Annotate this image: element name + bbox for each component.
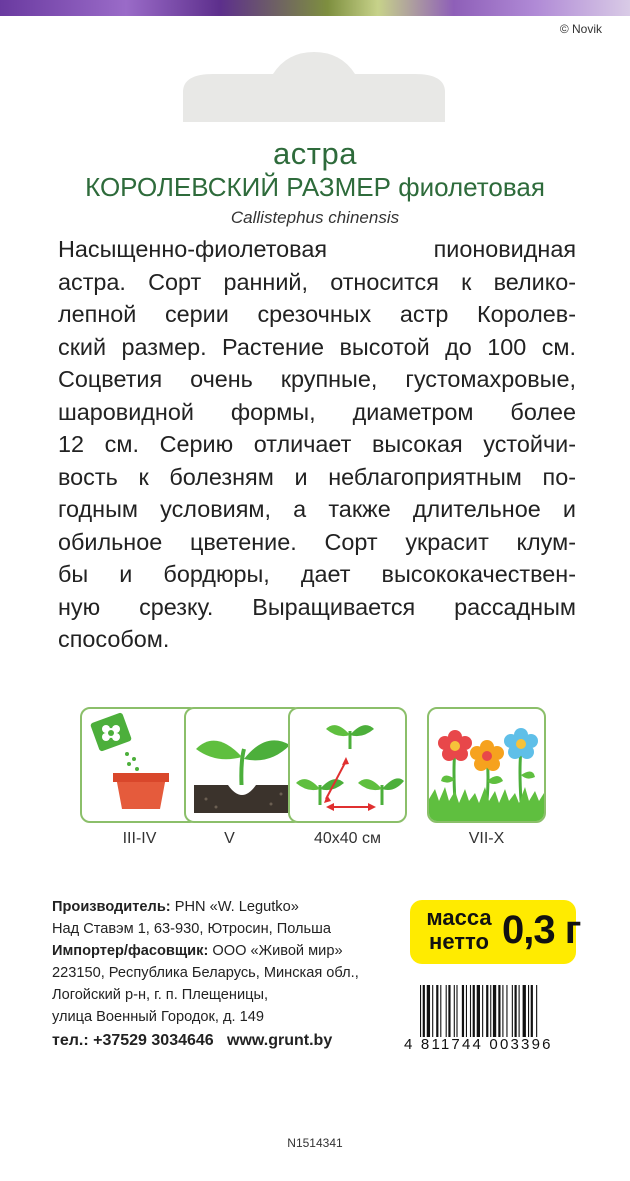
category-title: астра <box>273 136 357 171</box>
description-line: шаровидной формы, диаметром более <box>58 398 576 425</box>
weight-label-line: нетто <box>429 929 489 954</box>
weight-badge <box>410 900 581 964</box>
sowing-pot-icon <box>80 707 199 823</box>
latin-name: Callistephus chinensis <box>230 208 400 227</box>
hanger-hole <box>183 52 445 122</box>
sowing-period-label: III-IV <box>122 830 157 847</box>
website-link[interactable]: www.grunt.by <box>227 1032 333 1049</box>
barcode-number: 4 811744 003396 <box>404 1036 553 1053</box>
planting-period-label: V <box>224 830 235 847</box>
description-line: Соцветия очень крупные, густомахровые, <box>58 366 576 392</box>
spacing-label: 40x40 см <box>313 830 382 847</box>
copyright: © Novik <box>559 22 602 36</box>
description-line: ную срезку. Выращивается рассадным <box>58 593 576 620</box>
importer-label: Импортер/фасовщик: <box>52 943 209 959</box>
description-line: астра. Сорт ранний, относится к велико- <box>58 268 576 295</box>
description-line: 12 см. Серию отличает высокая устойчи- <box>58 431 576 457</box>
importer-address-line: Логойский р-н, г. п. Плещеницы, <box>52 987 269 1003</box>
manufacturer-label: Производитель: <box>52 899 171 915</box>
manufacturer: PHN «W. Legutko» <box>174 899 299 915</box>
description-line: способом. <box>58 626 170 652</box>
importer-address-line: улица Военный Городок, д. 149 <box>52 1009 265 1025</box>
description-line: лепной серии срезочных астр Королев- <box>58 301 576 327</box>
footer-info <box>52 896 359 1052</box>
importer-address-line: 223150, Республика Беларусь, Минская обл., <box>52 965 359 981</box>
description-line: вость к болезням и неблагоприятным по- <box>58 463 576 490</box>
weight-label <box>416 906 502 954</box>
weight-label-line: масса <box>426 905 492 930</box>
description-line: Насыщенно-фиолетовая пионовидная <box>58 236 576 262</box>
description <box>58 233 576 656</box>
flowering-icon <box>427 707 546 823</box>
spacing-icon <box>288 707 407 823</box>
weight-value: 0,3 г <box>502 908 581 952</box>
description-line: обильное цветение. Сорт украсит клум- <box>58 528 576 555</box>
batch-number: N1514341 <box>287 1136 343 1150</box>
seedling-planting-icon <box>184 707 303 823</box>
phone: тел.: +37529 3034646 <box>52 1032 214 1049</box>
manufacturer-address: Над Ставэм 1, 63-930, Ютросин, Польша <box>52 921 331 937</box>
importer: ООО «Живой мир» <box>212 943 343 959</box>
top-photo-strip <box>0 0 630 16</box>
barcode <box>420 985 576 1037</box>
description-line: бы и бордюры, дает высококачествен- <box>58 561 576 587</box>
variety-title: КОРОЛЕВСКИЙ РАЗМЕР фиолетовая <box>85 172 545 202</box>
description-line: ский размер. Растение высотой до 100 см. <box>58 333 576 360</box>
description-line: годным условиям, а также длительное и <box>58 496 576 522</box>
flowering-period-label: VII-X <box>468 830 505 847</box>
